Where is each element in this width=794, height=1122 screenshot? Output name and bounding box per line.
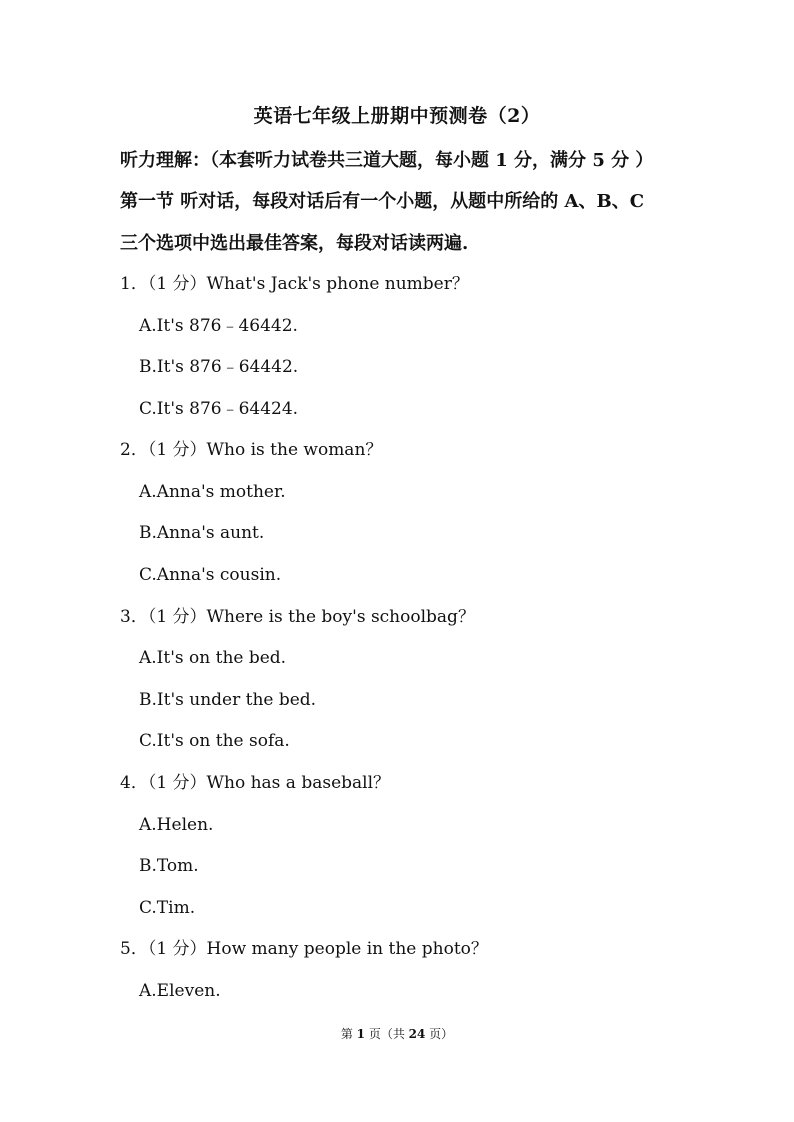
- question-1: 1．（1 分）What's Jack's phone number？: [120, 274, 469, 294]
- question-3: 3．（1 分）Where is the boy's schoolbag？: [120, 607, 475, 627]
- question-4-option-b: B.Tom.: [139, 856, 199, 876]
- question-3-option-a: A.It's on the bed.: [139, 648, 287, 668]
- question-4: 4．（1 分）Who has a baseball？: [120, 773, 391, 793]
- question-1-option-b: B.It's 876﹣64442.: [139, 357, 299, 377]
- footer-middle: 页（共: [365, 1027, 409, 1041]
- question-2-option-c: C.Anna's cousin.: [139, 565, 282, 585]
- footer-suffix: 页）: [425, 1027, 454, 1041]
- question-1-option-c: C.It's 876﹣64424.: [139, 399, 299, 419]
- question-1-option-a: A.It's 876﹣46442.: [139, 316, 298, 336]
- footer-page-number: 1: [356, 1027, 365, 1041]
- question-3-option-c: C.It's on the sofa.: [139, 731, 290, 751]
- footer-total-pages: 24: [408, 1027, 426, 1041]
- instruction-line-3: 三个选项中选出最佳答案，每段对话读两遍.: [120, 233, 469, 254]
- question-3-option-b: B.It's under the bed.: [139, 690, 317, 710]
- page-footer: [0, 1028, 794, 1040]
- footer-prefix: 第: [340, 1027, 357, 1041]
- instruction-line-2: 第一节 听对话，每段对话后有一个小题，从题中所给的 A、B、C: [120, 191, 645, 212]
- page-title: 英语七年级上册期中预测卷（2）: [253, 105, 541, 127]
- question-2-option-b: B.Anna's aunt.: [139, 523, 265, 543]
- question-5: 5．（1 分）How many people in the photo？: [120, 939, 488, 959]
- question-2-option-a: A.Anna's mother.: [139, 482, 286, 502]
- instruction-line-1: 听力理解：（本套听力试卷共三道大题，每小题 1 分，满分 5 分 ）: [120, 150, 654, 171]
- question-2: 2．（1 分）Who is the woman？: [120, 440, 383, 460]
- question-4-option-c: C.Tim.: [139, 898, 196, 918]
- question-4-option-a: A.Helen.: [139, 815, 214, 835]
- question-5-option-a: A.Eleven.: [139, 981, 221, 1001]
